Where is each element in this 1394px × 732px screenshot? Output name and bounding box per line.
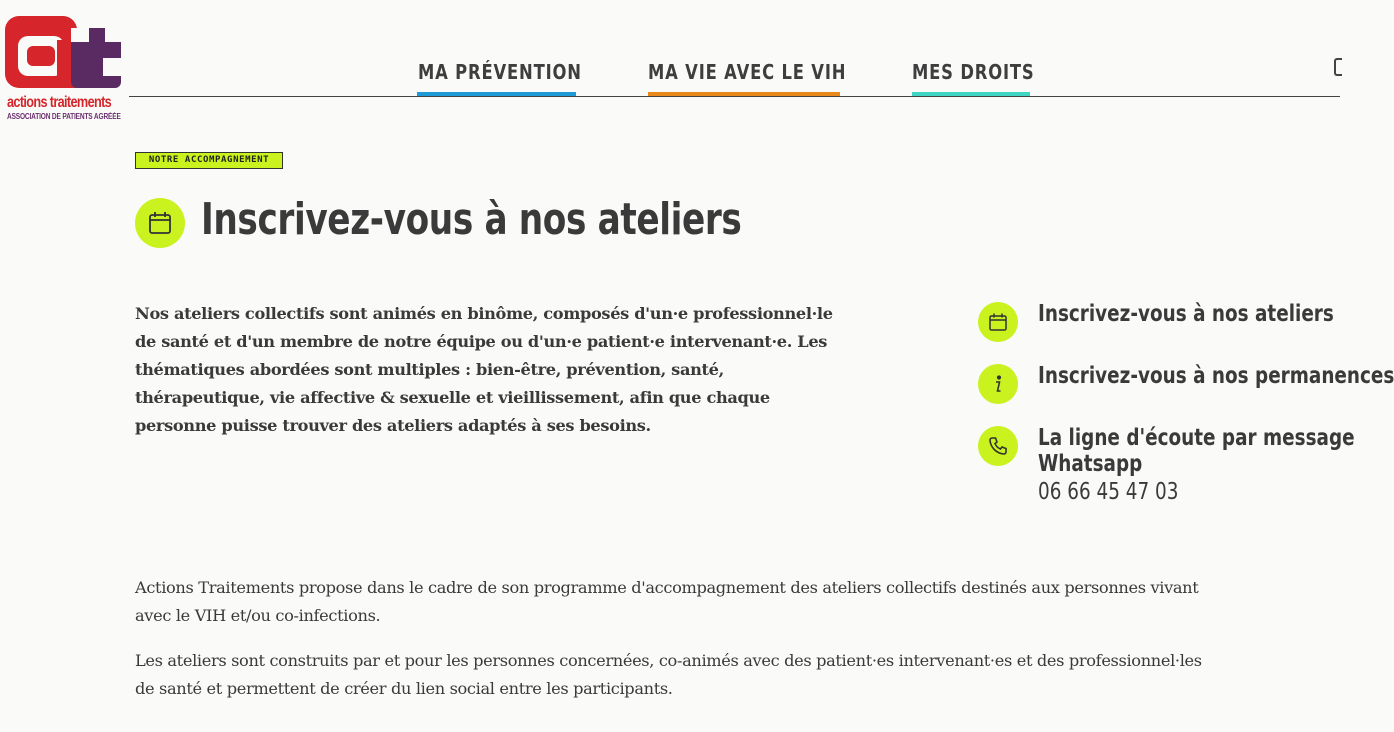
- body-paragraph-1: Actions Traitements propose dans le cadre de son programme d'accompagnement des ateliers collectifs destinés aux personnes vivant avec le VIH et/ou co-infections.: [135, 578, 1199, 625]
- nav-item-ma-prevention[interactable]: MA PRÉVENTION: [418, 60, 582, 84]
- nav-underline-ma-vie-avec-le-vih: [648, 92, 840, 96]
- info-icon[interactable]: [978, 364, 1018, 404]
- sidebar-link-ateliers[interactable]: Inscrivez-vous à nos ateliers: [1038, 301, 1334, 327]
- logo[interactable]: [5, 16, 125, 122]
- logo-subtitle: ASSOCIATION DE PATIENTS AGRÉÉE: [7, 112, 121, 121]
- category-tag: NOTRE ACCOMPAGNEMENT: [135, 152, 283, 169]
- logo-name: actions traitements: [7, 94, 112, 111]
- logo-mark: [5, 16, 123, 92]
- page-title: Inscrivez-vous à nos ateliers: [201, 194, 742, 245]
- nav-item-mes-droits[interactable]: MES DROITS: [912, 60, 1035, 84]
- nav-item-ma-vie-avec-le-vih[interactable]: MA VIE AVEC LE VIH: [648, 60, 847, 84]
- title-calendar-icon: [135, 198, 185, 248]
- phone-icon[interactable]: [978, 426, 1018, 466]
- intro-paragraph: Nos ateliers collectifs sont animés en binôme, composés d'un·e professionnel·le de santé et d'un membre de notre équipe ou d'un·e patient·e intervenant·e. Les thématiques abordées sont multiples : bien-être, prévention, santé, thérapeutique, vie affective & sexuelle et vieillissement, afin que chaque personne puisse trouver des ateliers adaptés à ses besoins.: [135, 304, 833, 435]
- calendar-icon[interactable]: [978, 302, 1018, 342]
- sidebar-link-permanences[interactable]: Inscrivez-vous à nos permanences: [1038, 363, 1394, 389]
- body-paragraph-2: Les ateliers sont construits par et pour les personnes concernées, co-animés avec des patient·es intervenant·es et des professionnel·les de santé et permettent de créer du lien social entre les participants.: [135, 651, 1202, 698]
- nav-underline-ma-prevention: [417, 92, 576, 96]
- sidebar-link-whatsapp-line2[interactable]: Whatsapp: [1038, 451, 1143, 477]
- cart-icon[interactable]: [1334, 58, 1342, 76]
- whatsapp-phone-number: 06 66 45 47 03: [1038, 479, 1179, 505]
- sidebar-link-whatsapp-line1[interactable]: La ligne d'écoute par message: [1038, 425, 1355, 451]
- nav-underline-mes-droits: [912, 92, 1030, 96]
